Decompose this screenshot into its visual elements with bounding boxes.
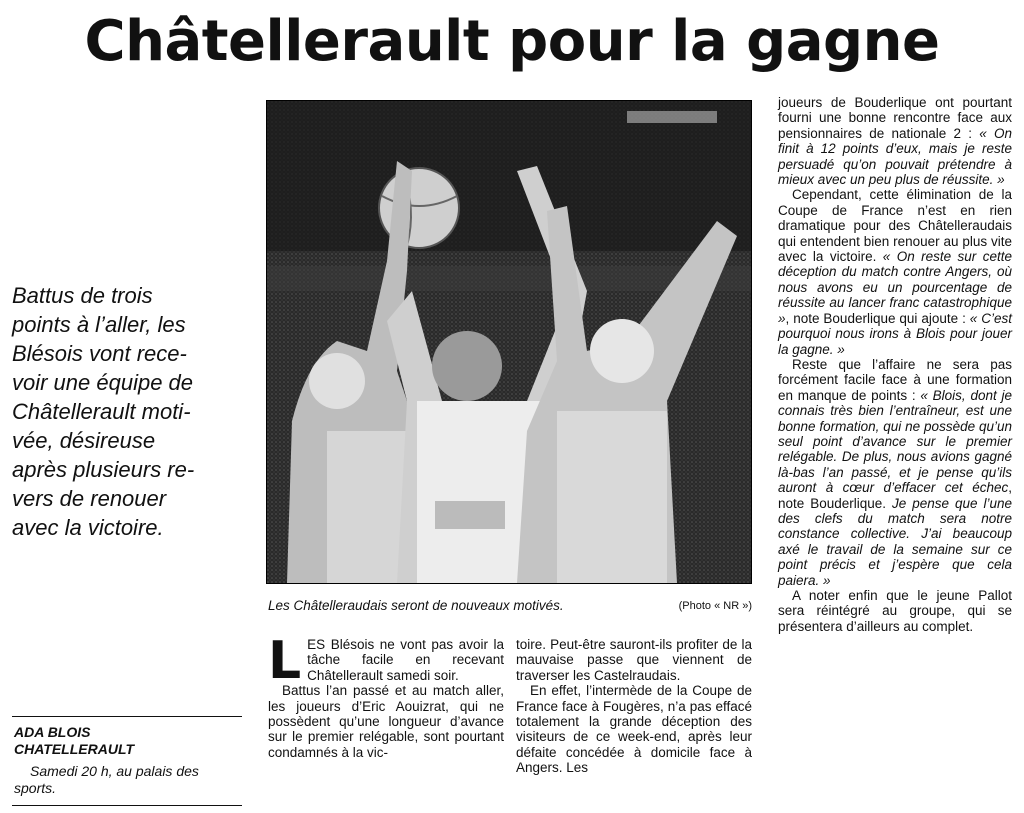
basketball-players-illustration: [267, 101, 751, 583]
article-text: Cependant, cette élimination de la Coupe de France n’est en rien dramatique pour des Châtelleraudais qui entendent bien renouer au plus vite avec la victoire.: [778, 187, 1012, 265]
article-paragraph: [268, 631, 504, 691]
quote-text: « On finit à 12 points d’eux, mais je reste persuadé qu’on pouvait prétendre à mieux avec un peu plus de réussite. »: [778, 125, 1012, 188]
standfirst-line: vers de renouer: [12, 486, 167, 511]
quote-text: « C’est pourquoi nous irons à Blois pour jouer la gagne. »: [778, 310, 1012, 357]
infobox-bottom-rule: [12, 805, 242, 806]
article-text: joueurs de Bouderlique ont pourtant fourni une bonne rencontre face aux pensionnaires de nationale 2 :: [778, 95, 1012, 141]
article-paragraph: [778, 357, 1012, 588]
infobox-title-away: CHATELLERAULT: [14, 741, 135, 757]
quote-text: Je pense que l’une des clefs du match sera notre constance collective. J’ai beaucoup axé le travail de la semaine sur ce point précis et j’espère que cela paiera. »: [778, 495, 1012, 588]
article-paragraph: [778, 187, 1012, 356]
standfirst-line: vée, désireuse: [12, 428, 156, 453]
quote-text: « Blois, dont je connais très bien l’entraîneur, est une bonne formation, qui ne possède qu’un seul point d’avance sur le premier relégable. De plus, nous avions gagné là-bas l’an passé, et je pense qu’ils auront à cœur d’effacer cet échec: [778, 387, 1012, 496]
infobox-top-rule: [12, 716, 242, 717]
headline: Châtellerault pour la gagne: [84, 9, 940, 74]
infobox-title: [14, 724, 242, 758]
article-column-2: [516, 637, 752, 776]
photo-caption: [268, 598, 752, 614]
standfirst-line: Battus de trois: [12, 283, 153, 308]
basketball-photo: [266, 100, 752, 584]
article-paragraph: A noter enfin que le jeune Pallot sera réintégré au groupe, qui se présentera d’ailleurs au complet.: [778, 588, 1012, 634]
quote-text: « On reste sur cette déception du match contre Angers, où nous avons eu un pourcentage de réussite au lancer franc catastrophique »: [778, 249, 1012, 326]
standfirst: [12, 281, 237, 542]
article-text: Reste que l’affaire ne sera pas forcément facile face à une formation en manque de points :: [778, 356, 1012, 403]
article-column-3: [778, 95, 1012, 634]
standfirst-line: Châtellerault moti-: [12, 399, 191, 424]
article-text: , note Bouderlique qui ajoute :: [785, 310, 970, 326]
article-paragraph: [778, 95, 1012, 187]
article-paragraph: toire. Peut-être sauront-ils profiter de la mauvaise passe que viennent de traverser les Castelraudais.: [516, 637, 752, 683]
standfirst-line: voir une équipe de: [12, 370, 194, 395]
infobox-title-home: ADA BLOIS: [14, 724, 91, 740]
article-column-1: [268, 631, 504, 760]
article-paragraph: En effet, l’intermède de la Coupe de France face à Fougères, n’a pas effacé totalement la grande déception des visiteurs de ce week-end, après leur défaite concédée à domicile face à Angers. Les: [516, 683, 752, 776]
article-text: , note Bouderlique.: [778, 480, 1012, 511]
standfirst-line: points à l’aller, les: [12, 312, 186, 337]
infobox-text: Samedi 20 h, au palais des sports.: [14, 763, 199, 796]
article-paragraph: Battus l’an passé et au match aller, les joueurs d’Eric Aouizrat, qui ne possèdent qu’une longueur d’avance sur le premier relégable, sont pourtant condamnés à la vic-: [268, 683, 504, 760]
standfirst-line: avec la victoire.: [12, 515, 164, 540]
photo-caption-text: Les Châtelleraudais seront de nouveaux motivés.: [268, 598, 564, 613]
article-text: ES Blésois ne vont pas avoir la tâche facile en recevant Châtellerault samedi soir.: [307, 637, 504, 683]
standfirst-line: après plusieurs re-: [12, 457, 195, 482]
standfirst-line: Blésois vont rece-: [12, 341, 187, 366]
photo-credit: (Photo « NR »): [678, 600, 752, 612]
drop-cap: L: [268, 631, 302, 691]
